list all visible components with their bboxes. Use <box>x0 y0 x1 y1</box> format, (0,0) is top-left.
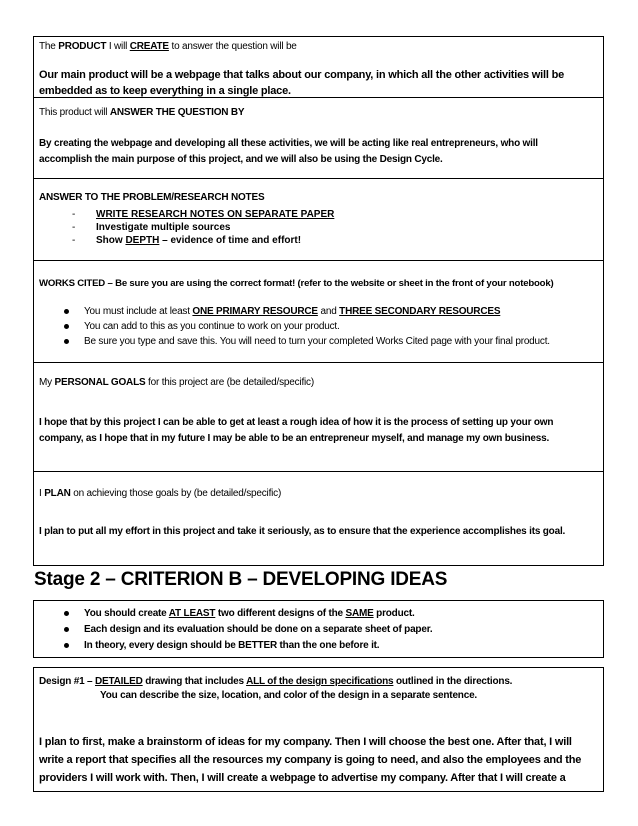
works-bullet: You must include at least ONE PRIMARY RESOURCE and THREE SECONDARY RESOURCES <box>64 304 598 319</box>
research-notes-box <box>33 178 604 261</box>
design1-prompt: Design #1 – DETAILED drawing that includes ALL of the design specifications outlined in the directions. <box>39 676 513 687</box>
design1-body: I plan to first, make a brainstorm of ideas for my company. Then I will choose the best one. After that, I will write a report that specifies all the resources my company is going to need, and also the employees and the providers I will work with. Then, I will create a webpage to advertise my company. After that I will create a <box>39 736 582 784</box>
research-item: - Investigate multiple sources <box>72 221 334 234</box>
design-bullet: You should create AT LEAST two different designs of the SAME product. <box>64 606 598 622</box>
design-bullet: Each design and its evaluation should be done on a separate sheet of paper. <box>64 622 598 638</box>
goals-body: I hope that by this project I can be able to get at least a rough idea of how it is the process of setting up your own company, as I hope that in my future I may be able to be an entrepreneur myself, and manage my own business. <box>39 417 554 444</box>
product-prompt: The PRODUCT I will CREATE to answer the question will be <box>39 41 297 52</box>
research-heading: ANSWER TO THE PROBLEM/RESEARCH NOTES <box>39 192 265 203</box>
design-1-box <box>33 667 604 792</box>
stage-heading: Stage 2 – CRITERION B – DEVELOPING IDEAS <box>34 569 448 590</box>
answer-prompt: This product will ANSWER THE QUESTION BY <box>39 107 245 118</box>
product-answer: Our main product will be a webpage that talks about our company, in which all the other activities will be embedded as to keep everything in a single place. <box>39 69 565 97</box>
plan-box <box>33 471 604 566</box>
design-bullets <box>64 606 598 654</box>
design-guidelines-box <box>33 600 604 658</box>
research-item: - Show DEPTH – evidence of time and effort! <box>72 234 334 247</box>
works-bullet: Be sure you type and save this. You will need to turn your completed Works Cited page with your final product. <box>64 334 598 349</box>
works-bullet: You can add to this as you continue to work on your product. <box>64 319 598 334</box>
answer-body: By creating the webpage and developing all these activities, we will be acting like real entrepreneurs, who will accomplish the main purpose of this project, and we will also be using the Design Cycle. <box>39 138 538 165</box>
product-box <box>33 36 604 98</box>
design1-prompt-line2: You can describe the size, location, and color of the design in a separate sentence. <box>100 690 478 701</box>
plan-prompt: I PLAN on achieving those goals by (be detailed/specific) <box>39 488 282 499</box>
answer-question-box <box>33 97 604 179</box>
plan-body: I plan to put all my effort in this project and take it seriously, as to ensure that the experience accomplishes its goal. <box>39 526 566 537</box>
works-bullets <box>64 304 598 349</box>
works-heading: WORKS CITED – Be sure you are using the correct format! (refer to the website or sheet in the front of your notebook) <box>39 278 554 289</box>
research-list <box>72 208 334 247</box>
personal-goals-box <box>33 362 604 472</box>
design-bullet: In theory, every design should be BETTER than the one before it. <box>64 638 598 654</box>
works-cited-box <box>33 260 604 363</box>
goals-prompt: My PERSONAL GOALS for this project are (be detailed/specific) <box>39 377 314 388</box>
research-item: - WRITE RESEARCH NOTES ON SEPARATE PAPER <box>72 208 334 221</box>
